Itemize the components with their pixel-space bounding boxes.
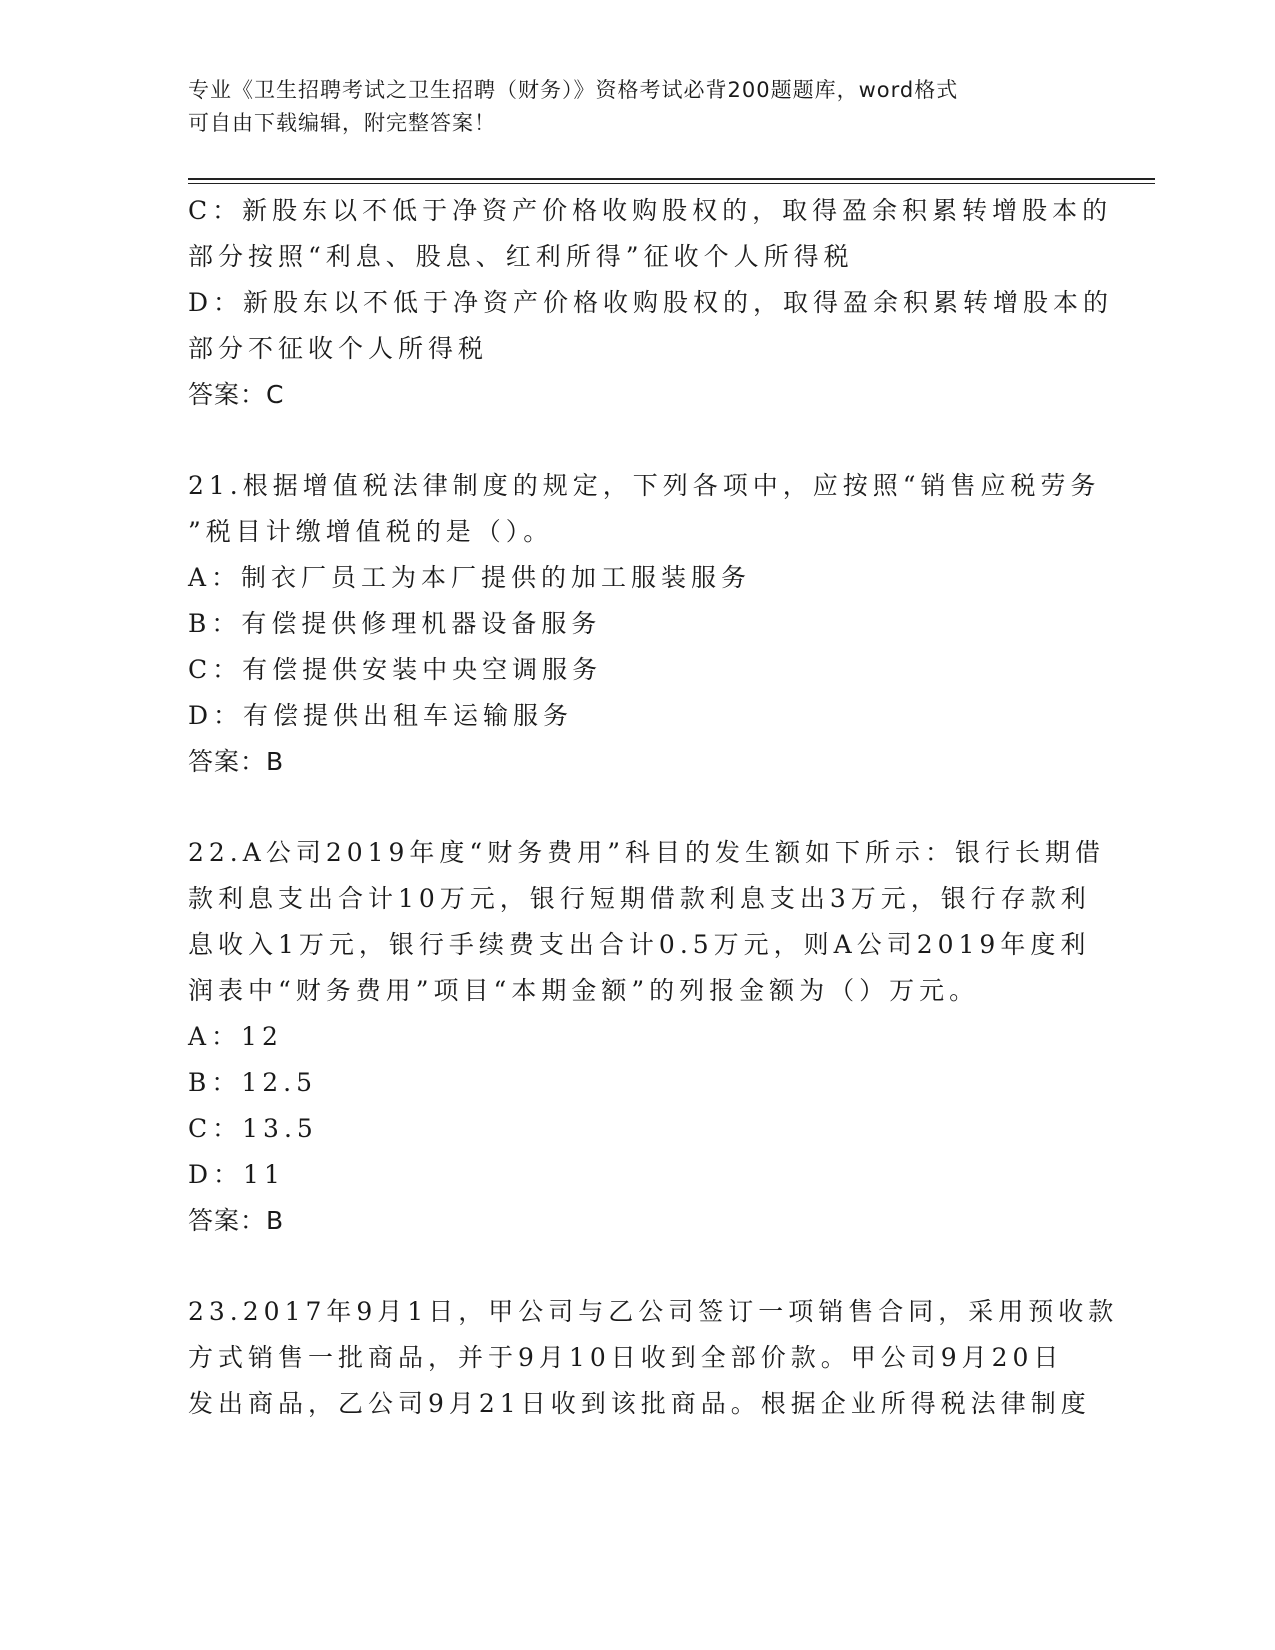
option-b: B：有偿提供修理机器设备服务 — [188, 609, 602, 638]
document-header — [188, 74, 1088, 140]
question-22 — [188, 830, 1105, 1244]
question-stem-line: 发出商品，乙公司9月21日收到该批商品。根据企业所得税法律制度 — [188, 1389, 1091, 1418]
spacer — [188, 785, 1088, 830]
document-body — [188, 188, 1119, 1427]
option-c: C：有偿提供安装中央空调服务 — [188, 655, 603, 684]
answer: 答案：C — [188, 380, 285, 409]
question-23 — [188, 1289, 1119, 1427]
question-stem-line: 款利息支出合计10万元，银行短期借款利息支出3万元，银行存款利 — [188, 884, 1091, 913]
answer: 答案：B — [188, 1206, 285, 1235]
option-d: D：有偿提供出租车运输服务 — [188, 701, 574, 730]
question-stem-line: 23.2017年9月1日，甲公司与乙公司签订一项销售合同，采用预收款 — [188, 1297, 1119, 1326]
header-rule-thin — [188, 183, 1155, 184]
header-line-2: 可自由下载编辑，附完整答案！ — [188, 111, 496, 135]
prev-question — [188, 188, 1114, 418]
option-d: D：11 — [188, 1160, 285, 1189]
question-stem-line: 22.A公司2019年度“财务费用”科目的发生额如下所示：银行长期借 — [188, 838, 1105, 867]
question-stem-line: ”税目计缴增值税的是（）。 — [188, 517, 554, 546]
question-21 — [188, 463, 1101, 785]
spacer — [188, 418, 1088, 463]
answer: 答案：B — [188, 747, 285, 776]
option-c-line-2: 部分按照“利息、股息、红利所得”征收个人所得税 — [188, 242, 854, 271]
header-rule-thick — [188, 178, 1155, 180]
option-d-line-1: D：新股东以不低于净资产价格收购股权的，取得盈余积累转增股本的 — [188, 288, 1114, 317]
option-c-line-1: C：新股东以不低于净资产价格收购股权的，取得盈余积累转增股本的 — [188, 196, 1113, 225]
spacer — [188, 1244, 1088, 1289]
option-a: A：制衣厂员工为本厂提供的加工服装服务 — [188, 563, 752, 592]
option-a: A：12 — [188, 1022, 283, 1051]
question-stem-line: 方式销售一批商品，并于9月10日收到全部价款。甲公司9月20日 — [188, 1343, 1064, 1372]
question-stem-line: 润表中“财务费用”项目“本期金额”的列报金额为（）万元。 — [188, 976, 980, 1005]
question-stem-line: 息收入1万元，银行手续费支出合计0.5万元，则A公司2019年度利 — [188, 930, 1091, 959]
option-d-line-2: 部分不征收个人所得税 — [188, 334, 489, 363]
header-line-1: 专业《卫生招聘考试之卫生招聘（财务）》资格考试必背200题题库，word格式 — [188, 78, 959, 102]
option-c: C：13.5 — [188, 1114, 318, 1143]
question-stem-line: 21.根据增值税法律制度的规定，下列各项中，应按照“销售应税劳务 — [188, 471, 1101, 500]
option-b: B：12.5 — [188, 1068, 318, 1097]
